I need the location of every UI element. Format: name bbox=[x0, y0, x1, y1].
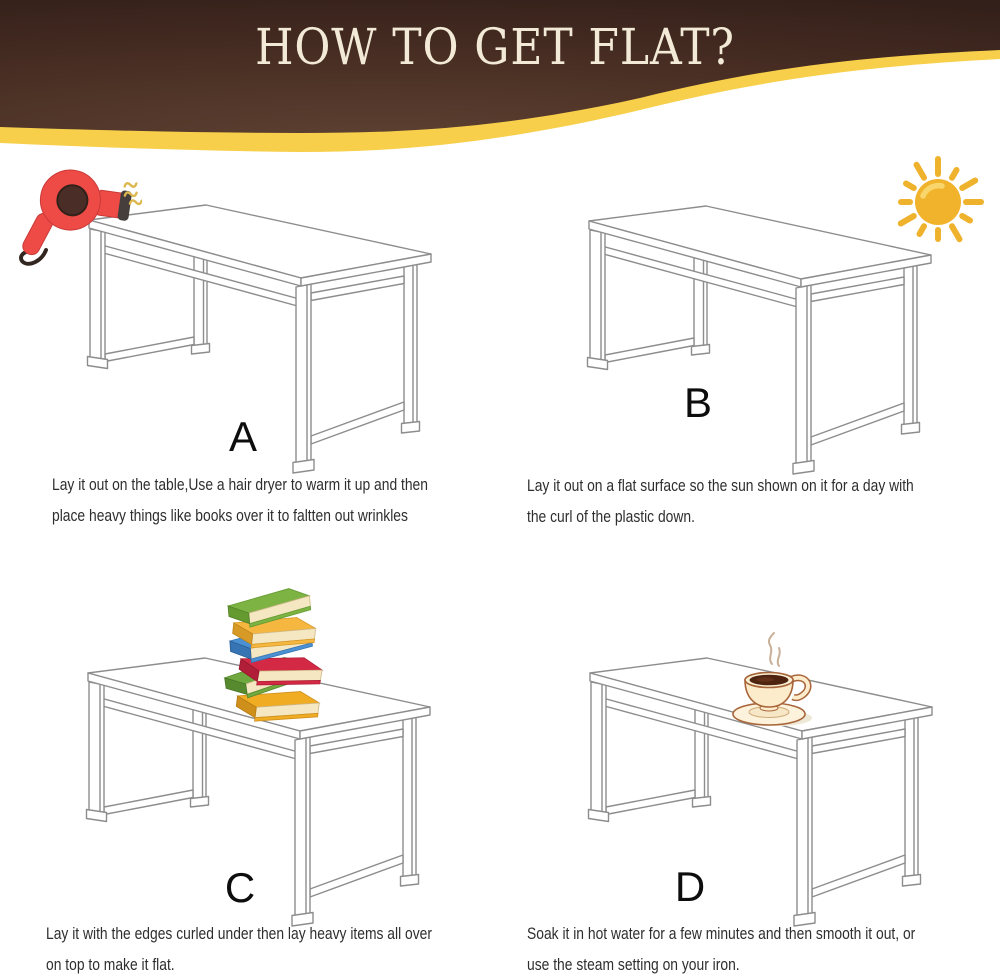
description-line: the curl of the plastic down. bbox=[527, 507, 695, 526]
description-line: use the steam setting on your iron. bbox=[527, 955, 740, 974]
description-line: Lay it with the edges curled under then lay heavy items all over bbox=[46, 925, 432, 943]
page-title: HOW TO GET FLAT? bbox=[255, 18, 735, 76]
method-label-a: A bbox=[228, 413, 258, 460]
method-label-d: D bbox=[674, 863, 706, 910]
hair-dryer-icon bbox=[10, 158, 142, 268]
description-line: on top to make it flat. bbox=[46, 955, 175, 974]
method-description-b bbox=[527, 471, 914, 532]
description-line: Lay it out on a flat surface so the sun shown on it for a day with bbox=[527, 477, 914, 495]
book-stack-icon bbox=[217, 588, 337, 724]
method-description-d bbox=[527, 919, 915, 974]
description-line: Soak it in hot water for a few minutes and then smooth it out, or bbox=[527, 925, 916, 943]
header-banner bbox=[0, 0, 1000, 170]
method-description-a bbox=[52, 470, 428, 531]
description-line: Lay it out on the table,Use a hair dryer to warm it up and then bbox=[52, 476, 428, 494]
description-line: place heavy things like books over it to faltten out wrinkles bbox=[52, 506, 408, 525]
method-label-c: C bbox=[224, 864, 256, 911]
method-label-b: B bbox=[683, 379, 713, 426]
sun-icon bbox=[882, 150, 994, 256]
coffee-cup-icon bbox=[716, 630, 824, 732]
method-description-c bbox=[46, 919, 432, 974]
